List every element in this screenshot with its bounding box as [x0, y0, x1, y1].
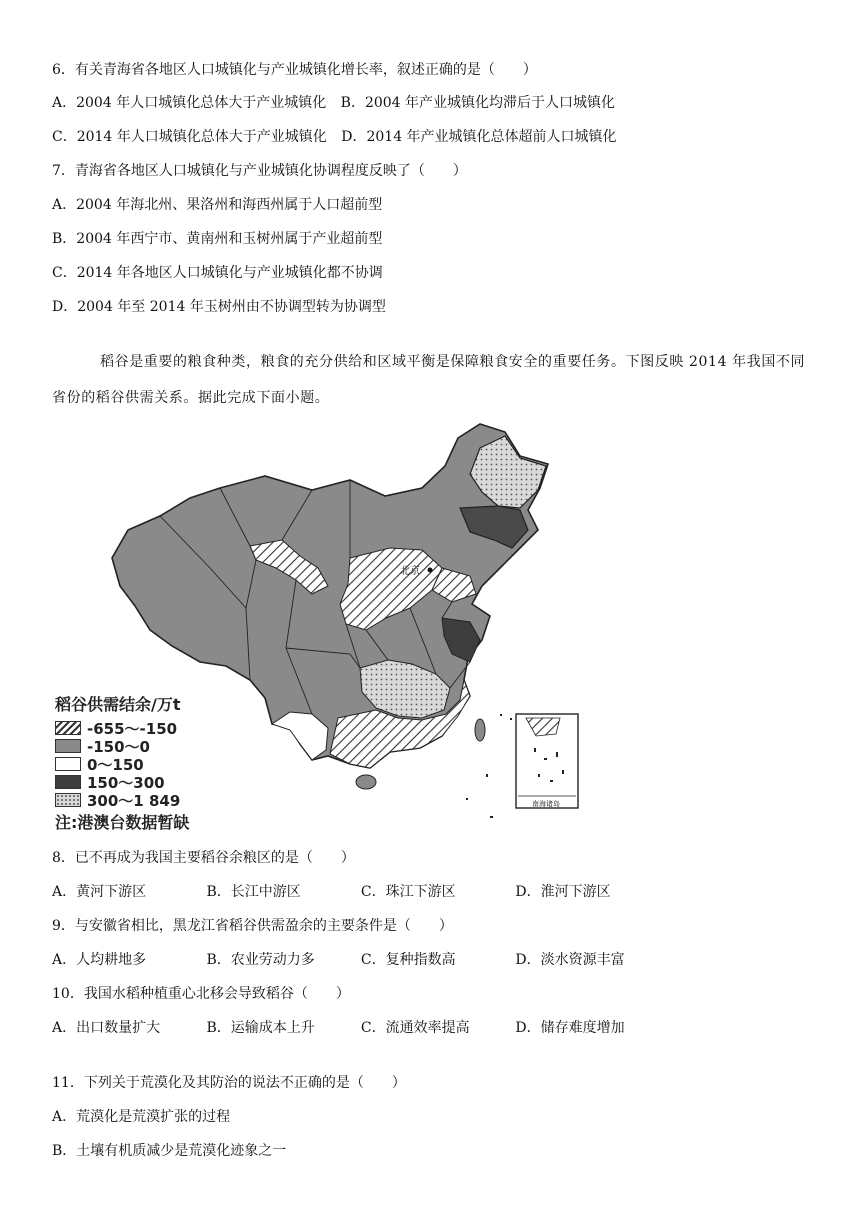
legend-title: 稻谷供需结余/万t	[55, 695, 181, 714]
q7-option-d[interactable]: D．2004 年至 2014 年玉树州由不协调型转为协调型	[52, 299, 386, 315]
q10-option-c[interactable]: C．流通效率提高	[360, 1020, 470, 1036]
legend-swatch-dark	[55, 775, 81, 789]
q7-option-a[interactable]: A．2004 年海北州、果洛州和海西州属于人口超前型	[52, 197, 383, 213]
legend-label-5: 300～1 849	[87, 792, 181, 810]
q11-option-a[interactable]: A．荒漠化是荒漠扩张的过程	[52, 1109, 231, 1125]
q9-option-a[interactable]: A．人均耕地多	[52, 952, 147, 968]
q8-option-b[interactable]: B．长江中游区	[206, 884, 301, 900]
q8-stem: 8．已不再成为我国主要稻谷余粮区的是（ ）	[52, 850, 355, 866]
q6-options-row1	[52, 93, 615, 113]
inset-label: 南海诸岛	[532, 800, 560, 808]
q11-stem: 11．下列关于荒漠化及其防治的说法不正确的是（ ）	[52, 1075, 406, 1091]
q6-option-a[interactable]: A．2004 年人口城镇化总体大于产业城镇化	[52, 95, 327, 111]
taiwan-island	[475, 719, 485, 741]
legend-item-5	[73, 790, 180, 811]
legend-label-4: 150～300	[87, 774, 165, 792]
q8-options	[52, 882, 611, 902]
legend-label-3: 0～150	[87, 756, 144, 774]
q10-option-d[interactable]: D．储存难度增加	[515, 1020, 625, 1036]
hainan-island	[356, 775, 376, 789]
q6-option-c[interactable]: C．2014 年人口城镇化总体大于产业城镇化	[52, 129, 327, 145]
scattered-islands	[466, 714, 512, 818]
passage-text: 稻谷是重要的粮食种类，粮食的充分供给和区域平衡是保障粮食安全的重要任务。下图反映 2014 年我国不同省份的稻谷供需关系。据此完成下面小题。	[52, 354, 806, 406]
q9-option-c[interactable]: C．复种指数高	[360, 952, 456, 968]
q7-option-b[interactable]: B．2004 年西宁市、黄南州和玉树州属于产业超前型	[52, 231, 383, 247]
legend-label-2: -150～0	[87, 738, 150, 756]
q6-option-b[interactable]: B．2004 年产业城镇化均滞后于人口城镇化	[340, 95, 616, 111]
legend-label-1: -655～-150	[87, 720, 178, 738]
beijing-label: 北京	[400, 566, 420, 577]
q10-options	[52, 1018, 625, 1038]
q9-stem: 9．与安徽省相比，黑龙江省稻谷供需盈余的主要条件是（ ）	[52, 918, 453, 934]
q9-option-b[interactable]: B．农业劳动力多	[206, 952, 315, 968]
legend-note: 注:港澳台数据暂缺	[55, 813, 190, 832]
q10-stem: 10．我国水稻种植重心北移会导致稻谷（ ）	[52, 986, 350, 1002]
legend-swatch-dotted	[55, 793, 81, 807]
q8-option-a[interactable]: A．黄河下游区	[52, 884, 147, 900]
q7-stem: 7．青海省各地区人口城镇化与产业城镇化协调程度反映了（ ）	[52, 163, 467, 179]
beijing-marker	[428, 568, 433, 573]
q11-option-b[interactable]: B．土壤有机质减少是荒漠化迹象之一	[52, 1143, 287, 1159]
q9-options	[52, 950, 625, 970]
q10-option-a[interactable]: A．出口数量扩大	[52, 1020, 161, 1036]
legend-swatch-hatched	[55, 721, 81, 735]
rice-supply-demand-map	[50, 418, 610, 838]
legend-swatch-grey	[55, 739, 81, 753]
legend-swatch-white	[55, 757, 81, 771]
q9-option-d[interactable]: D．淡水资源丰富	[515, 952, 625, 968]
passage	[52, 344, 812, 416]
q8-option-d[interactable]: D．淮河下游区	[515, 884, 611, 900]
q7-option-c[interactable]: C．2014 年各地区人口城镇化与产业城镇化都不协调	[52, 265, 383, 281]
q6-options-row2	[52, 127, 617, 147]
q8-option-c[interactable]: C．珠江下游区	[360, 884, 456, 900]
q6-option-d[interactable]: D．2014 年产业城镇化总体超前人口城镇化	[341, 129, 617, 145]
q10-option-b[interactable]: B．运输成本上升	[206, 1020, 315, 1036]
q6-stem: 6．有关青海省各地区人口城镇化与产业城镇化增长率，叙述正确的是（ ）	[52, 62, 537, 78]
